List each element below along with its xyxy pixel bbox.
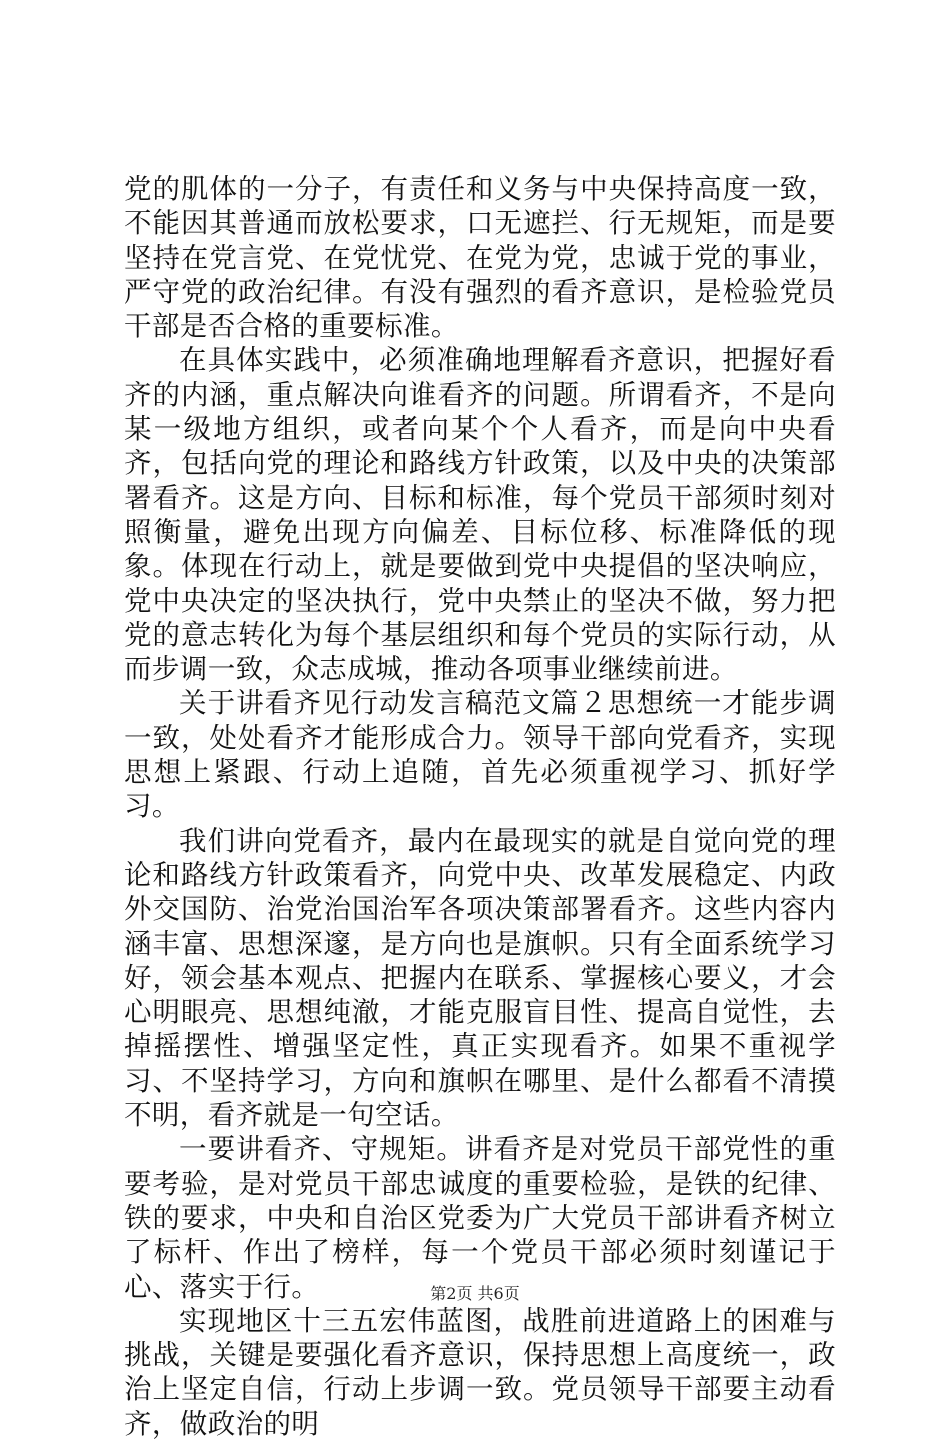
page-number-footer: 第2页 共6页 (430, 1284, 520, 1303)
paragraph-2: 在具体实践中，必须准确地理解看齐意识，把握好看齐的内涵，重点解决向谁看齐的问题。所谓看齐，不是向某一级地方组织，或者向某个个人看齐，而是向中央看齐，包括向党的理论和路线方针政策，以及中央的决策部署看齐。这是方向、目标和标准，每个党员干部须时刻对照衡量，避免出现方向偏差、目标位移、标准降低的现象。体现在行动上，就是要做到党中央提倡的坚决响应，党中央决定的坚决执行，党中央禁止的坚决不做，努力把党的意志转化为每个基层组织和每个党员的实际行动，从而步调一致，众志成城，推动各项事业继续前进。 (124, 344, 836, 686)
paragraph-3: 关于讲看齐见行动发言稿范文篇２思想统一才能步调一致，处处看齐才能形成合力。领导干部向党看齐，实现思想上紧跟、行动上追随，首先必须重视学习、抓好学习。 (124, 687, 836, 823)
paragraph-4: 我们讲向党看齐，最内在最现实的就是自觉向党的理论和路线方针政策看齐，向党中央、改革发展稳定、内政外交国防、治党治国治军各项决策部署看齐。这些内容内涵丰富、思想深邃，是方向也是旗帜。只有全面系统学习好，领会基本观点、把握内在联系、掌握核心要义，才会心明眼亮、思想纯澈，才能克服盲目性、提高自觉性，去掉摇摆性、增强坚定性，真正实现看齐。如果不重视学习、不坚持学习，方向和旗帜在哪里、是什么都看不清摸不明，看齐就是一句空话。 (124, 824, 836, 1132)
paragraph-6: 实现地区十三五宏伟蓝图，战胜前进道路上的困难与挑战，关键是要强化看齐意识，保持思想上高度统一，政治上坚定自信，行动上步调一致。党员领导干部要主动看齐，做政治的明 (124, 1304, 836, 1440)
paragraph-5: 一要讲看齐、守规矩。讲看齐是对党员干部党性的重要考验，是对党员干部忠诚度的重要检验，是铁的纪律、铁的要求，中央和自治区党委为广大党员干部讲看齐树立了标杆、作出了榜样，每一个党员干部必须时刻谨记于心、落实于行。 (124, 1133, 836, 1303)
paragraph-1: 党的肌体的一分子，有责任和义务与中央保持高度一致，不能因其普通而放松要求，口无遮拦、行无规矩，而是要坚持在党言党、在党忧党、在党为党，忠诚于党的事业，严守党的政治纪律。有没有强烈的看齐意识，是检验党员干部是否合格的重要标准。 (124, 173, 836, 343)
document-body (124, 172, 836, 1441)
